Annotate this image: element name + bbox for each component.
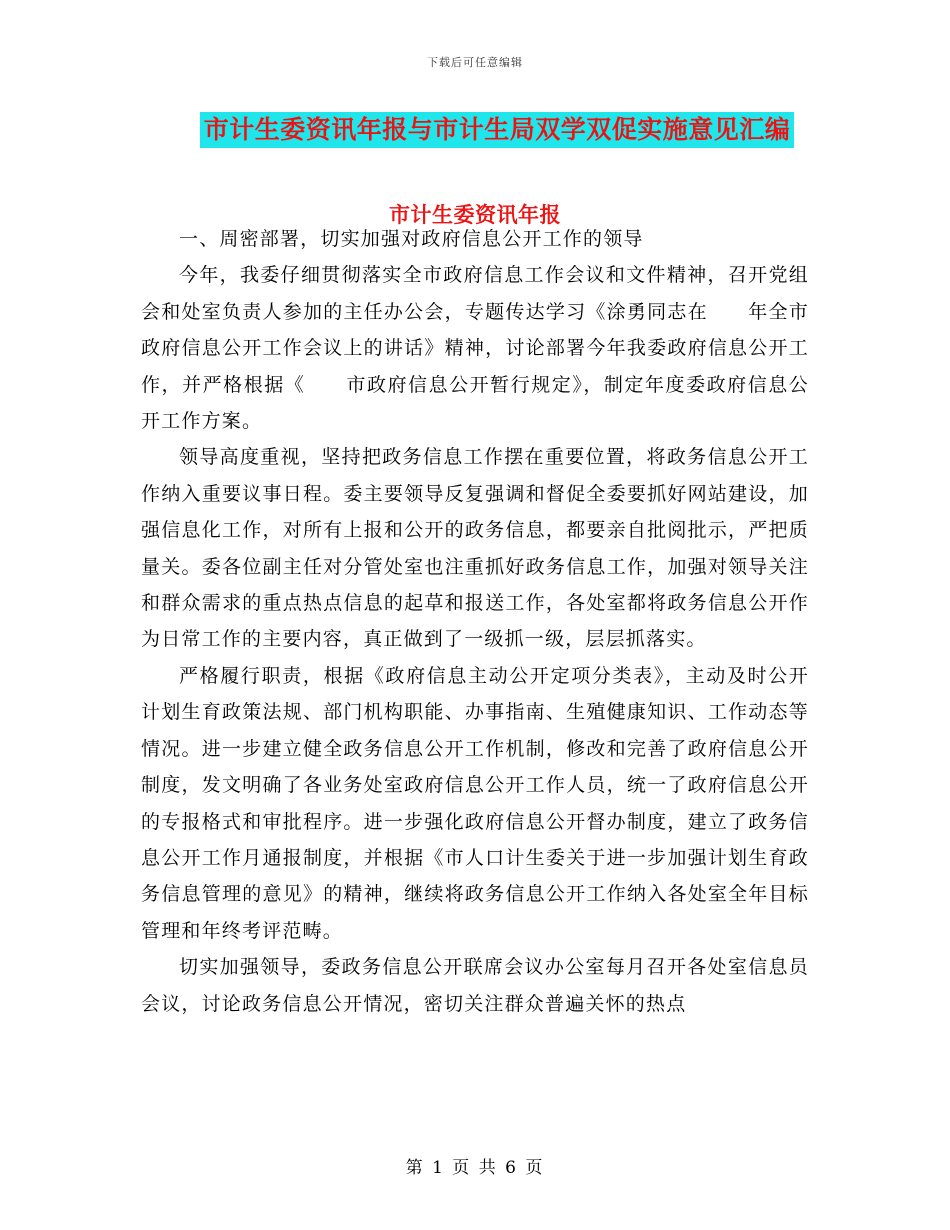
page-number: 第 1 页 共 6 页 <box>405 1158 545 1178</box>
document-title-container <box>0 112 950 148</box>
document-title: 市计生委资讯年报与市计生局双学双促实施意见汇编 <box>200 112 795 148</box>
section-title: 市计生委资讯年报 <box>389 202 561 227</box>
page-header-note: 下载后可任意编辑 <box>427 56 523 69</box>
paragraph-heading: 一、周密部署，切实加强对政府信息公开工作的领导 <box>179 228 644 250</box>
paragraph: 领导高度重视，坚持把政务信息工作摆在重要位置，将政务信息公开工作纳入重要议事日程。委主要领导反复强调和督促全委要抓好网站建设，加强信息化工作，对所有上报和公开的政务信息，都要亲自批阅批示，严把质量关。委各位副主任对分管处室也注重抓好政务信息工作，加强对领导关注和群众需求的重点热点信息的起草和报送工作，各处室都将政务信息公开作为日常工作的主要内容，真正做到了一级抓一级，层层抓落实。 <box>141 446 809 651</box>
document-body <box>141 221 809 1022</box>
paragraph: 严格履行职责，根据《政府信息主动公开定项分类表》，主动及时公开计划生育政策法规、部门机构职能、办事指南、生殖健康知识、工作动态等情况。进一步建立健全政务信息公开工作机制，修改和完善了政府信息公开制度，发文明确了各业务处室政府信息公开工作人员，统一了政府信息公开的专报格式和审批程序。进一步强化政府信息公开督办制度，建立了政务信息公开工作月通报制度，并根据《市人口计生委关于进一步加强计划生育政务信息管理的意见》的精神，继续将政务信息公开工作纳入各处室全年目标管理和年终考评范畴。 <box>141 664 809 942</box>
paragraph: 切实加强领导，委政务信息公开联席会议办公室每月召开各处室信息员会议，讨论政务信息公开情况，密切关注群众普遍关怀的热点 <box>141 956 809 1015</box>
paragraph: 今年，我委仔细贯彻落实全市政府信息工作会议和文件精神，召开党组会和处室负责人参加的主任办公会，专题传达学习《涂勇同志在 年全市政府信息公开工作会议上的讲话》精神，讨论部署今年我委政府信息公开工作，并严格根据《 市政府信息公开暂行规定》，制定年度委政府信息公开工作方案。 <box>141 264 809 433</box>
